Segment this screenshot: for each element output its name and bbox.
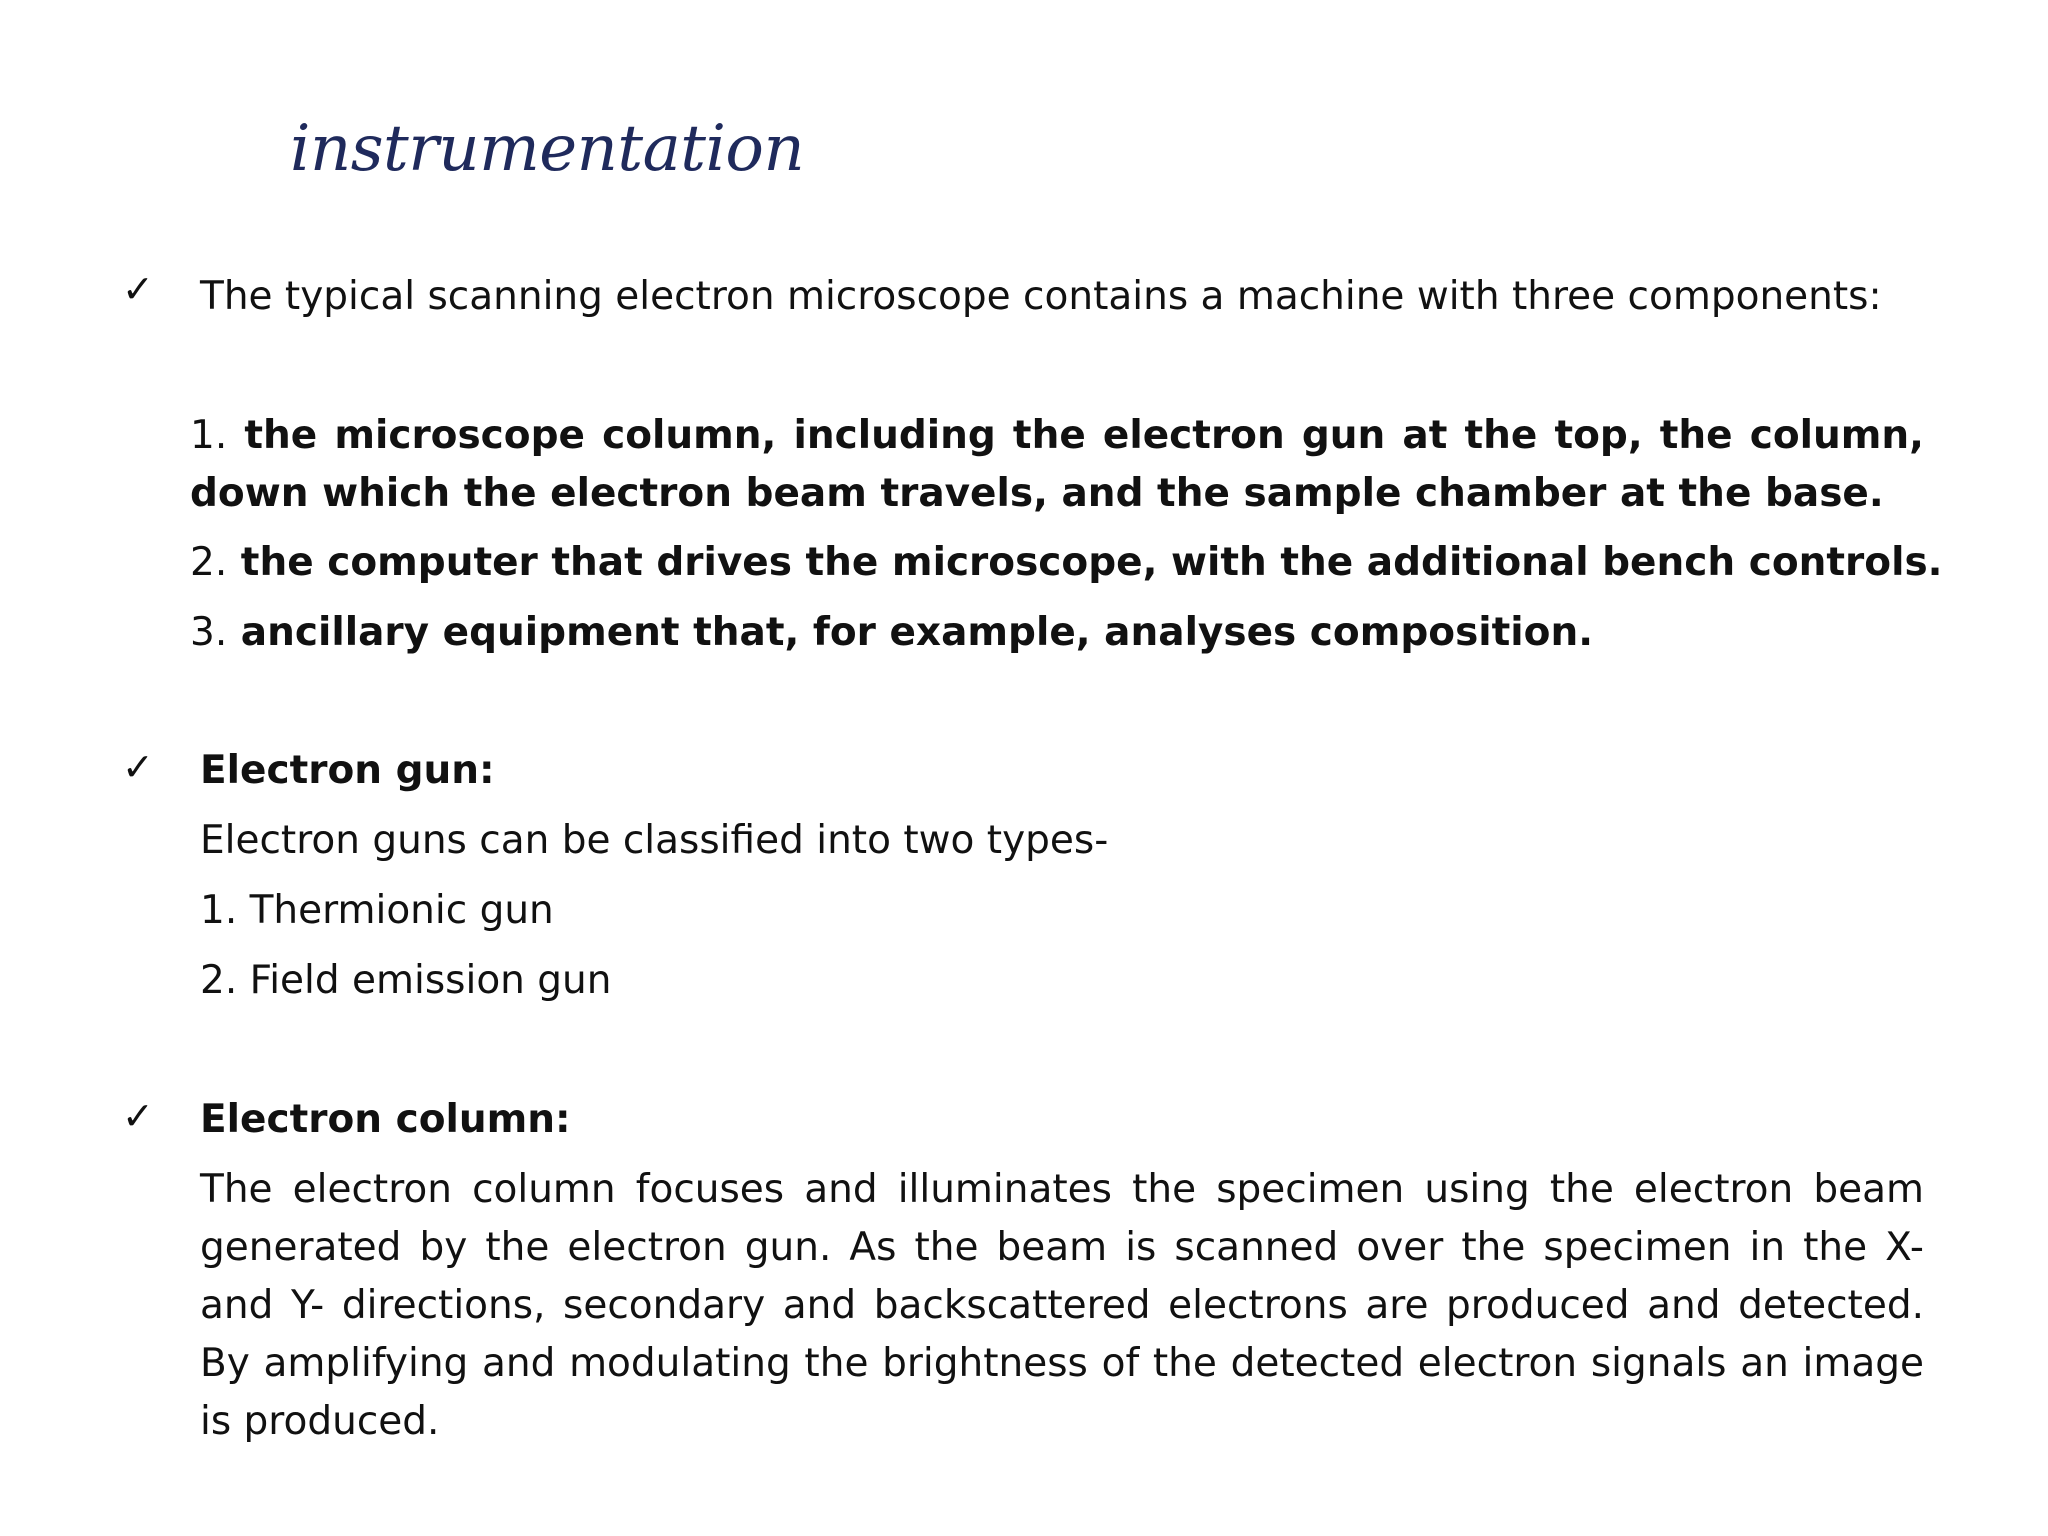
component-text-1: the microscope column, including the electron gun at the top, the column, down which the electron beam travels, and the sample chamber at the base. [190,413,1924,516]
component-number-3: 3. [190,610,228,655]
component-text-2: the computer that drives the microscope, with the additional bench controls. [240,540,1943,585]
electron-column-description: The electron column focuses and illuminates the specimen using the electron beam generated by the electron gun. As the beam is scanned over the specimen in the X- and Y- directions, secondary and backscattered electrons are produced and detected. By amplifying and modulating the brightness of the detected electron signals an image is produced. [200,1167,1924,1444]
component-text-3: ancillary equipment that, for example, analyses composition. [240,610,1594,655]
slide-title: instrumentation [290,112,805,186]
component-number-2: 2. [190,540,228,585]
checkmark-icon: ✓ [122,1094,154,1138]
gun-type-1: 1. Thermionic gun [200,888,554,933]
electron-gun-description: Electron guns can be classified into two types- [200,818,1109,863]
component-number-1: 1. [190,413,228,458]
electron-gun-heading: Electron gun: [200,748,495,793]
checkmark-icon: ✓ [122,267,154,311]
checkmark-icon: ✓ [122,745,154,789]
electron-column-heading: Electron column: [200,1097,571,1142]
component-item-1 [190,407,1924,523]
gun-type-2: 2. Field emission gun [200,958,612,1003]
component-item-3 [190,604,1593,662]
component-item-2 [190,534,1942,592]
intro-text: The typical scanning electron microscope contains a machine with three components: [200,274,1882,319]
